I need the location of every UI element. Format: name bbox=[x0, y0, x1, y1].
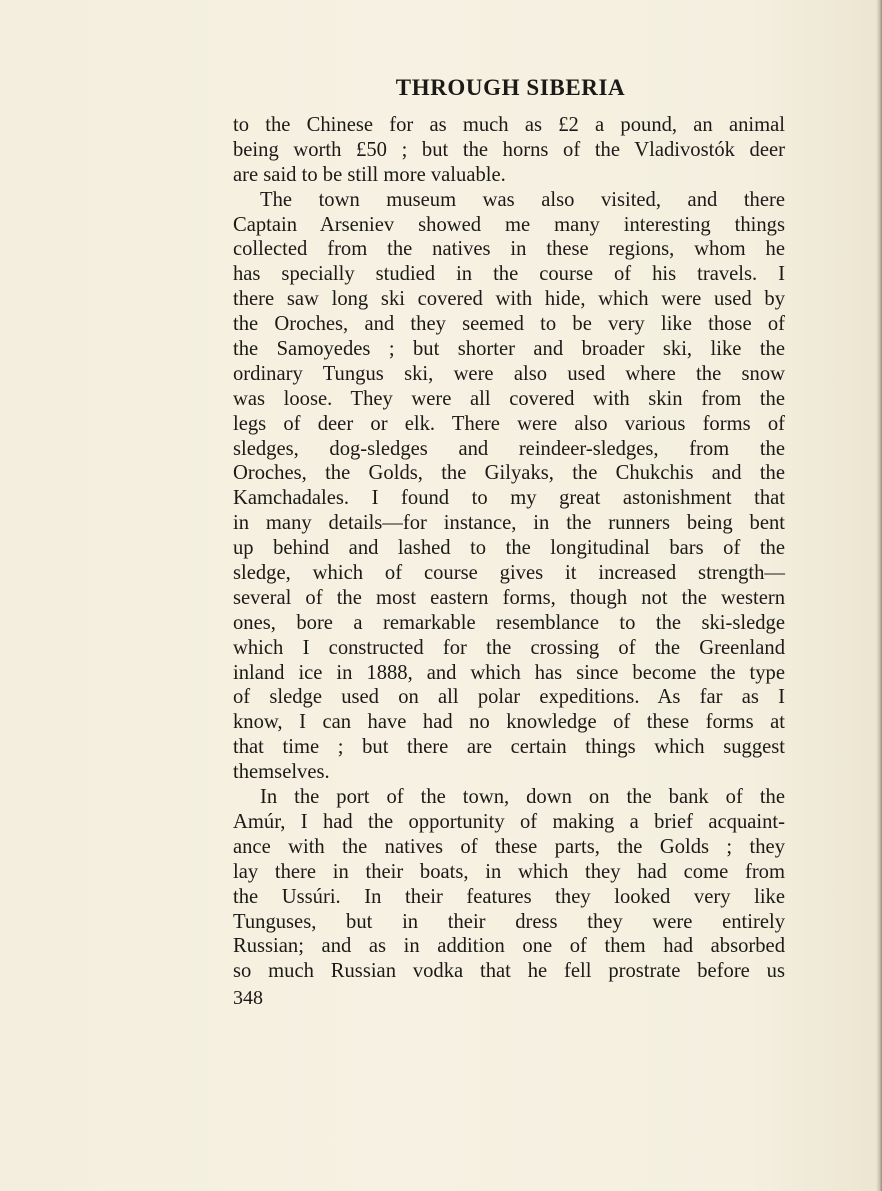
text-line: being worth £50 ; but the horns of the Vladivostók deer bbox=[233, 138, 785, 161]
text-line: know, I can have had no knowledge of these forms at bbox=[233, 711, 785, 734]
text-line: themselves. bbox=[233, 761, 330, 784]
text-line: which I constructed for the crossing of the Greenland bbox=[233, 636, 785, 659]
text-line: ordinary Tungus ski, were also used where the snow bbox=[233, 362, 785, 385]
text-line: Amúr, I had the opportunity of making a brief acquaint- bbox=[233, 810, 785, 833]
text-line: that time ; but there are certain things which suggest bbox=[233, 736, 785, 759]
text-line: the Oroches, and they seemed to be very like those of bbox=[233, 313, 785, 336]
text-line: of sledge used on all polar expeditions. As far as I bbox=[233, 686, 785, 709]
text-line: was loose. They were all covered with skin from the bbox=[233, 387, 785, 410]
page-number: 348 bbox=[233, 987, 263, 1009]
text-line: are said to be still more valuable. bbox=[233, 163, 506, 186]
text-line: so much Russian vodka that he fell prostrate before us bbox=[233, 960, 785, 983]
text-line: inland ice in 1888, and which has since become the type bbox=[233, 661, 785, 684]
text-line: ance with the natives of these parts, the Golds ; they bbox=[233, 835, 785, 858]
text-line: the Ussúri. In their features they looked very like bbox=[233, 885, 785, 908]
text-line: up behind and lashed to the longitudinal bars of the bbox=[233, 537, 785, 560]
text-line: collected from the natives in these regions, whom he bbox=[233, 238, 785, 261]
text-line: lay there in their boats, in which they had come from bbox=[233, 860, 785, 883]
text-line: ones, bore a remarkable resemblance to the ski-sledge bbox=[233, 611, 785, 634]
text-line: to the Chinese for as much as £2 a pound, an animal bbox=[233, 114, 785, 136]
text-line: Captain Arseniev showed me many interesting things bbox=[233, 213, 785, 236]
text-line: Kamchadales. I found to my great astonishment that bbox=[233, 487, 785, 510]
text-line: sledges, dog-sledges and reindeer-sledges, from the bbox=[233, 437, 785, 460]
text-line: Oroches, the Golds, the Gilyaks, the Chukchis and the bbox=[233, 462, 785, 485]
text-line: sledge, which of course gives it increased strength— bbox=[233, 562, 785, 585]
text-line: the Samoyedes ; but shorter and broader ski, like the bbox=[233, 338, 785, 361]
text-line: In the port of the town, down on the bank of the bbox=[260, 786, 785, 809]
text-line: legs of deer or elk. There were also various forms of bbox=[233, 412, 785, 435]
text-line: Tunguses, but in their dress they were entirely bbox=[233, 910, 785, 933]
body-text bbox=[233, 113, 785, 984]
text-line: The town museum was also visited, and there bbox=[260, 188, 785, 211]
text-line: Russian; and as in addition one of them had absorbed bbox=[233, 935, 785, 958]
running-head: THROUGH SIBERIA bbox=[395, 75, 626, 100]
text-line: several of the most eastern forms, though not the western bbox=[233, 586, 785, 609]
text-line: there saw long ski covered with hide, which were used by bbox=[233, 288, 785, 311]
page-edge-shadow bbox=[876, 0, 882, 1191]
text-line: has specially studied in the course of his travels. I bbox=[233, 263, 785, 286]
text-line: in many details—for instance, in the runners being bent bbox=[233, 512, 785, 535]
